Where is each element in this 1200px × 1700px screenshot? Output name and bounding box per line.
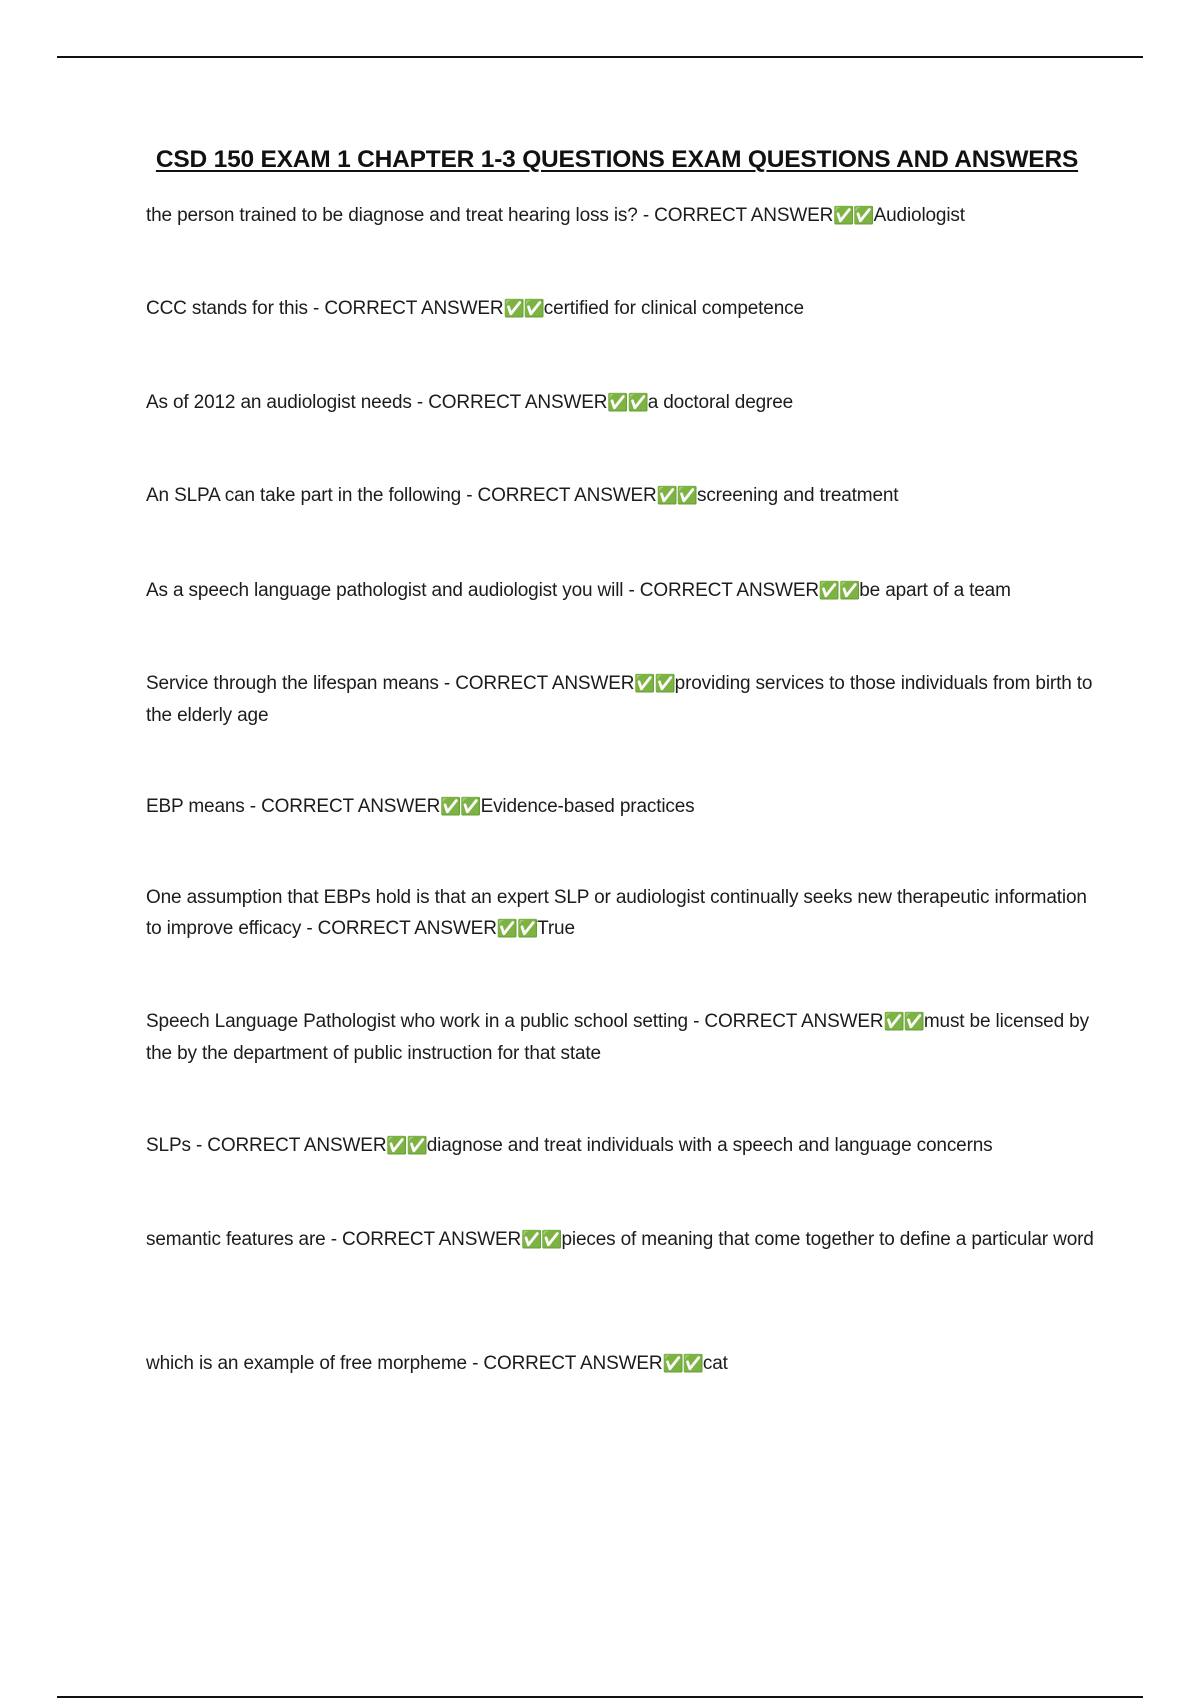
answer-marker: - CORRECT ANSWER [313, 298, 504, 319]
question-text: Service through the lifespan means [146, 673, 439, 694]
checkmark-icon: ✅✅ [503, 299, 544, 319]
question-text: Speech Language Pathologist who work in a public school setting [146, 1011, 688, 1032]
checkmark-icon: ✅✅ [386, 1136, 427, 1156]
qa-item [146, 387, 1096, 419]
checkmark-icon: ✅✅ [883, 1012, 924, 1032]
top-divider [57, 56, 1143, 58]
question-text: As of 2012 an audiologist needs [146, 392, 412, 413]
qa-item [146, 575, 1096, 607]
answer-marker: - CORRECT ANSWER [416, 392, 608, 413]
question-text: semantic features are [146, 1229, 326, 1250]
checkmark-icon: ✅✅ [662, 1354, 703, 1374]
checkmark-icon: ✅✅ [634, 674, 675, 694]
answer-text: Evidence-based practices [480, 796, 695, 817]
answer-text: Audiologist [873, 205, 965, 226]
checkmark-icon: ✅✅ [496, 919, 538, 939]
answer-marker: - CORRECT ANSWER [466, 485, 657, 506]
checkmark-icon: ✅✅ [833, 206, 874, 226]
qa-item [146, 480, 1096, 512]
qa-item [146, 1130, 1096, 1162]
answer-marker: - CORRECT ANSWER [628, 580, 819, 601]
checkmark-icon: ✅✅ [607, 393, 648, 413]
answer-text: certified for clinical competence [543, 298, 804, 319]
answer-marker: - CORRECT ANSWER [306, 918, 497, 939]
qa-item [146, 791, 1096, 823]
answer-marker: - CORRECT ANSWER [330, 1229, 522, 1250]
answer-text: pieces of meaning that come together to define a particular word [561, 1229, 1094, 1250]
answer-text: be apart of a team [859, 580, 1011, 601]
qa-item [146, 882, 1096, 945]
answer-marker: - CORRECT ANSWER [195, 1135, 387, 1156]
qa-item [146, 293, 1096, 325]
qa-item [146, 1348, 1096, 1380]
qa-item [146, 200, 1096, 232]
answer-text: must be licensed by the by the department of public instruction for that state [146, 1011, 1089, 1064]
document-title: CSD 150 EXAM 1 CHAPTER 1-3 QUESTIONS EXAM QUESTIONS AND ANSWERS [155, 146, 1079, 173]
qa-item [146, 1224, 1096, 1256]
answer-text: providing services to those individuals from birth to the elderly age [146, 673, 1093, 726]
question-text: SLPs [146, 1135, 191, 1156]
checkmark-icon: ✅✅ [440, 797, 481, 817]
question-text: the person trained to be diagnose and treat hearing loss is? [146, 205, 638, 226]
answer-text: diagnose and treat individuals with a speech and language concerns [426, 1135, 993, 1156]
answer-text: True [537, 918, 575, 939]
answer-marker: - CORRECT ANSWER [642, 205, 834, 226]
answer-marker: - CORRECT ANSWER [693, 1011, 884, 1032]
question-text: which is an example of free morpheme [146, 1353, 467, 1374]
answer-text: cat [702, 1353, 728, 1374]
question-text: EBP means [146, 796, 245, 817]
question-text: CCC stands for this [146, 298, 308, 319]
answer-marker: - CORRECT ANSWER [472, 1353, 663, 1374]
question-text: One assumption that EBPs hold is that an expert SLP or audiologist continually seeks new therapeutic information to improve efficacy [146, 887, 1087, 939]
answer-marker: - CORRECT ANSWER [443, 673, 635, 694]
qa-item [146, 1006, 1096, 1069]
answer-marker: - CORRECT ANSWER [249, 796, 441, 817]
question-text: As a speech language pathologist and audiologist you will [146, 580, 624, 601]
answer-text: a doctoral degree [647, 392, 794, 413]
bottom-divider [57, 1696, 1143, 1698]
checkmark-icon: ✅✅ [818, 581, 860, 601]
checkmark-icon: ✅✅ [521, 1230, 562, 1250]
answer-text: screening and treatment [696, 485, 899, 506]
qa-item [146, 668, 1096, 731]
checkmark-icon: ✅✅ [656, 486, 697, 506]
question-text: An SLPA can take part in the following [146, 485, 462, 506]
